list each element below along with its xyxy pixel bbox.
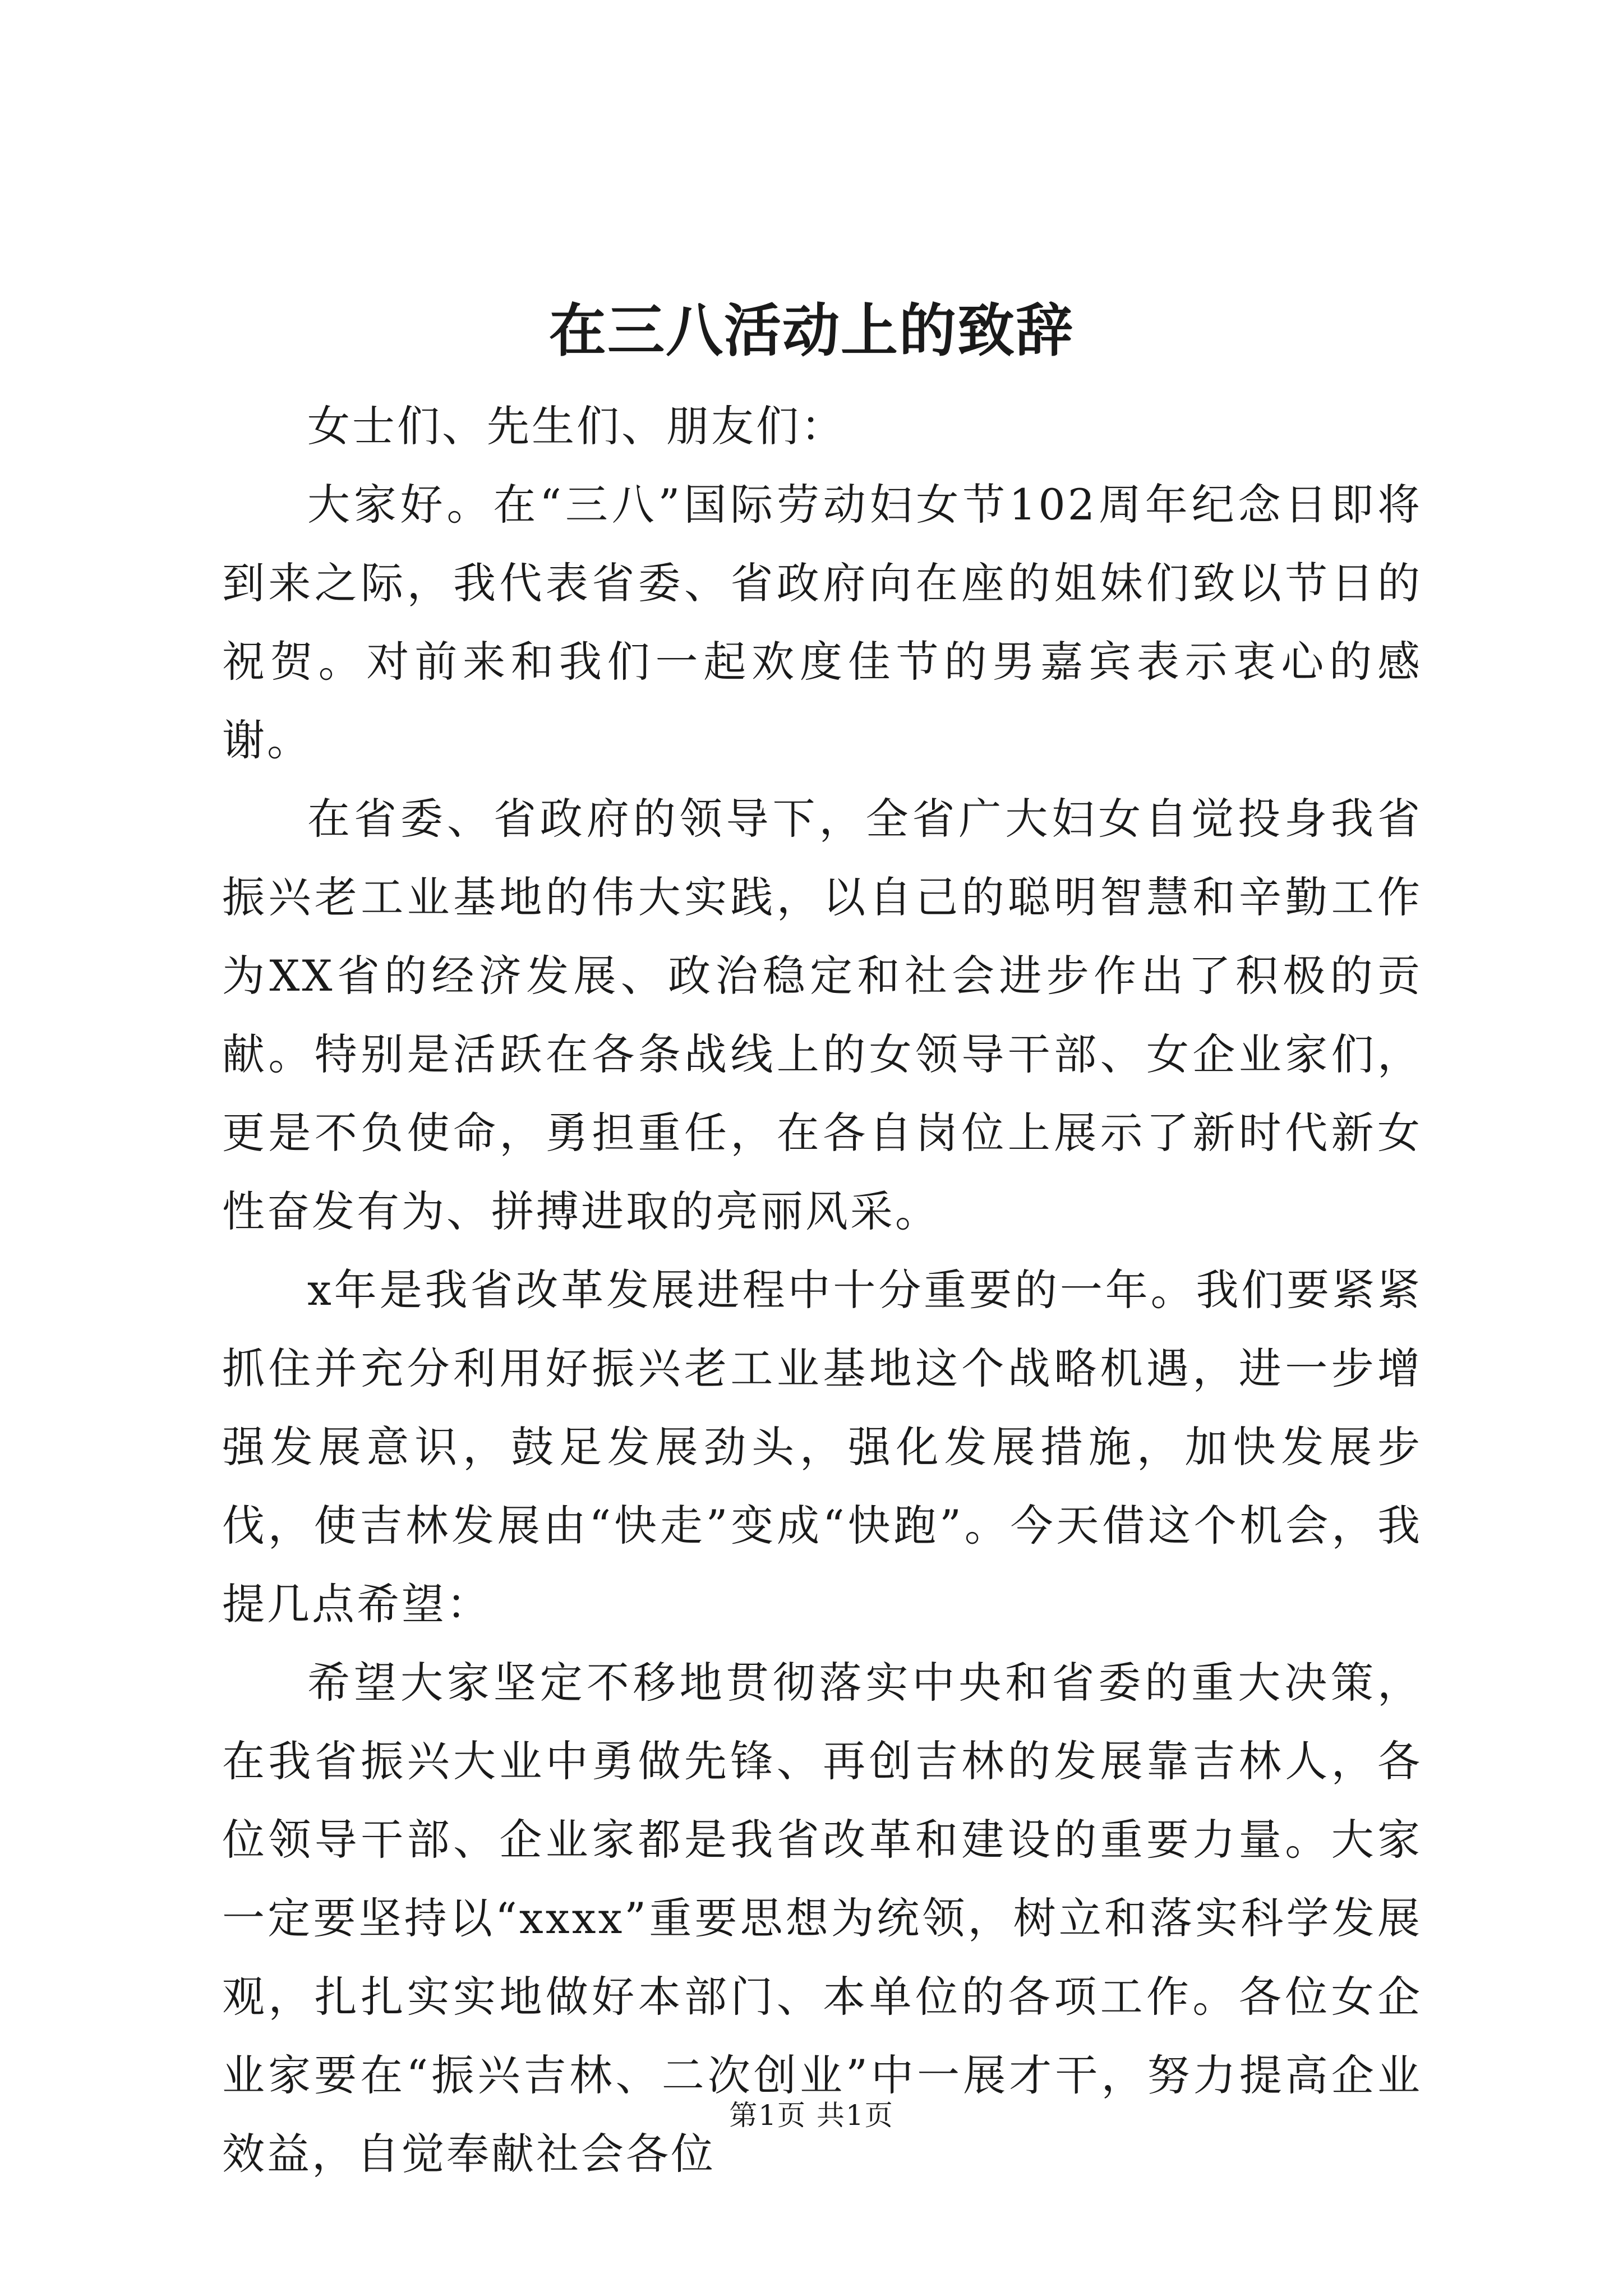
document-body: [222, 387, 1422, 2193]
paragraph-greeting: 大家好。在“三八”国际劳动妇女节102周年纪念日即将到来之际，我代表省委、省政府向在座的姐妹们致以节日的祝贺。对前来和我们一起欢度佳节的男嘉宾表示衷心的感谢。: [222, 480, 1422, 765]
paragraph-hopes: 希望大家坚定不移地贯彻落实中央和省委的重大决策，在我省振兴大业中勇做先锋、再创吉林的发展靠吉林人，各位领导干部、企业家都是我省改革和建设的重要力量。大家一定要坚持以“xxxx”重要思想为统领，树立和落实科学发展观，扎扎实实地做好本部门、本单位的各项工作。各位女企业家要在“振兴吉林、二次创业”中一展才干，努力提高企业效益，自觉奉献社会各位: [222, 1658, 1422, 2179]
page-number-footer: 第1页 共1页: [729, 2099, 894, 2132]
paragraph-salutation: 女士们、先生们、朋友们：: [307, 401, 846, 451]
paragraph-year-goals: x年是我省改革发展进程中十分重要的一年。我们要紧紧抓住并充分利用好振兴老工业基地这个战略机遇，进一步增强发展意识，鼓足发展劲头，强化发展措施，加快发展步伐，使吉林发展由“快走”变成“快跑”。今天借这个机会，我提几点希望：: [222, 1265, 1422, 1629]
paragraph-achievements: 在省委、省政府的领导下，全省广大妇女自觉投身我省振兴老工业基地的伟大实践，以自己的聪明智慧和辛勤工作为XX省的经济发展、政治稳定和社会进步作出了积极的贡献。特别是活跃在各条战线上的女领导干部、女企业家们，更是不负使命，勇担重任，在各自岗位上展示了新时代新女性奋发有为、拼搏进取的亮丽风采。: [222, 794, 1422, 1236]
document-title: 在三八活动上的致辞: [549, 297, 1074, 365]
